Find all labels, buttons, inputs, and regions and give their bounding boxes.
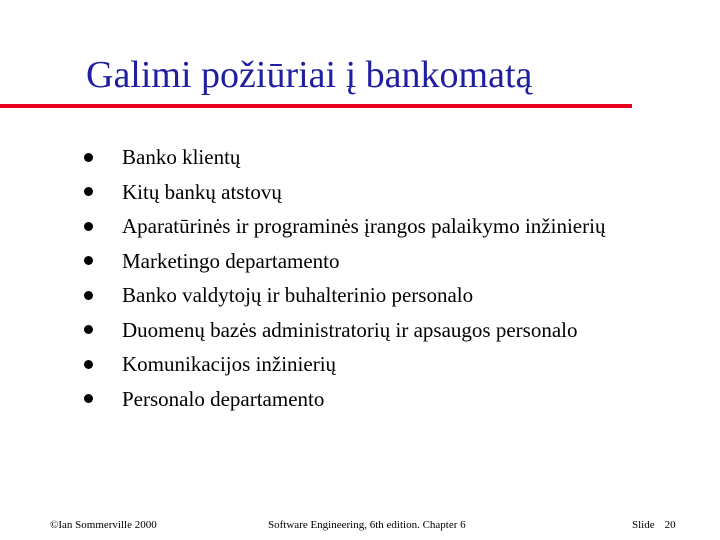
list-item	[84, 278, 605, 313]
bullet-icon	[84, 394, 93, 403]
bullet-text: Aparatūrinės ir programinės įrangos palaikymo inžinierių	[122, 214, 606, 239]
list-item	[84, 382, 605, 417]
list-item	[84, 244, 605, 279]
list-item	[84, 347, 605, 382]
list-item	[84, 209, 605, 244]
bullet-text: Duomenų bazės administratorių ir apsaugos personalo	[122, 317, 578, 342]
slide-title: Galimi požiūriai į bankomatą	[86, 54, 533, 96]
footer-copyright: ©Ian Sommerville 2000	[50, 519, 157, 531]
list-item	[84, 175, 605, 210]
footer-book-title: Software Engineering, 6th edition. Chapter 6	[268, 519, 466, 531]
slide-label: Slide	[632, 519, 655, 531]
bullet-icon	[84, 325, 93, 334]
bullet-icon	[84, 222, 93, 231]
bullet-text: Banko klientų	[122, 145, 241, 170]
footer-slide-number	[632, 518, 676, 532]
bullet-icon	[84, 256, 93, 265]
bullet-icon	[84, 187, 93, 196]
bullet-text: Komunikacijos inžinierių	[122, 352, 337, 377]
bullet-list	[84, 140, 605, 416]
bullet-icon	[84, 291, 93, 300]
bullet-text: Marketingo departamento	[122, 248, 340, 273]
slide-number: 20	[664, 519, 676, 531]
bullet-icon	[84, 360, 93, 369]
list-item	[84, 140, 605, 175]
list-item	[84, 313, 605, 348]
title-underline	[0, 104, 632, 108]
bullet-icon	[84, 153, 93, 162]
bullet-text: Personalo departamento	[122, 386, 325, 411]
bullet-text: Banko valdytojų ir buhalterinio personalo	[122, 283, 474, 308]
bullet-text: Kitų bankų atstovų	[122, 179, 282, 204]
